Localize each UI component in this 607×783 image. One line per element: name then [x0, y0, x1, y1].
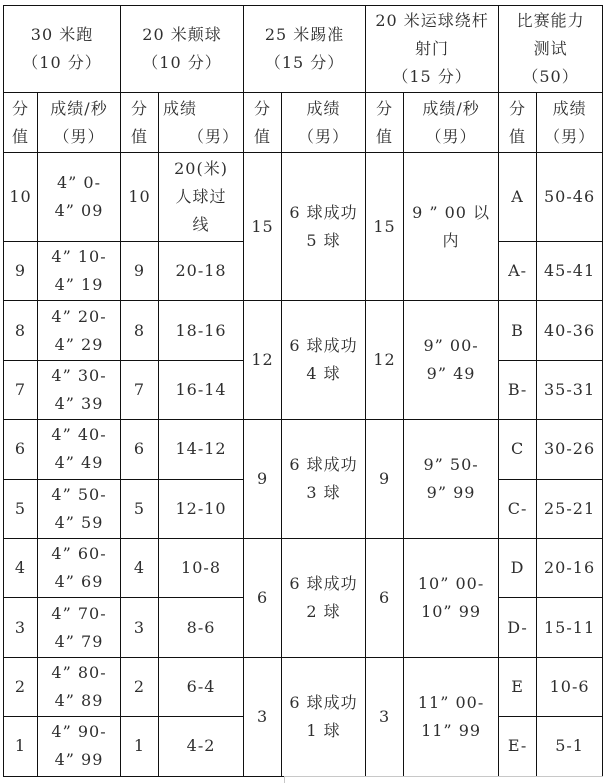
- match-result: 20-16: [537, 538, 603, 597]
- table-row: [4, 301, 603, 360]
- juggle-score: 7: [121, 360, 159, 419]
- match-grade: E-: [499, 717, 537, 776]
- juggle-result: 4-2: [159, 717, 244, 776]
- table-row: [4, 657, 603, 716]
- juggle-score: 1: [121, 717, 159, 776]
- subheader-score: 分 值: [366, 93, 404, 153]
- subheader-score: 分 值: [244, 93, 282, 153]
- run-result: 4” 50- 4” 59: [38, 479, 121, 538]
- juggle-score: 4: [121, 538, 159, 597]
- match-result: 40-36: [537, 301, 603, 360]
- scoring-standard-table: [3, 5, 603, 777]
- dribble-score: 15: [366, 153, 404, 301]
- juggle-result: 16-14: [159, 360, 244, 419]
- juggle-result: 6-4: [159, 657, 244, 716]
- match-grade: C-: [499, 479, 537, 538]
- run-result: 4” 70- 4” 79: [38, 598, 121, 657]
- run-score: 2: [4, 657, 38, 716]
- match-grade: B: [499, 301, 537, 360]
- juggle-score: 6: [121, 420, 159, 479]
- run-result: 4” 10- 4” 19: [38, 242, 121, 301]
- run-result: 4” 90- 4” 99: [38, 717, 121, 776]
- subheader-score: 分 值: [499, 93, 537, 153]
- kick-score: 15: [244, 153, 282, 301]
- run-result: 4” 0- 4” 09: [38, 153, 121, 242]
- juggle-result: 12-10: [159, 479, 244, 538]
- subheader-score: 分 值: [4, 93, 38, 153]
- dribble-score: 9: [366, 420, 404, 539]
- match-grade: E: [499, 657, 537, 716]
- juggle-score: 9: [121, 242, 159, 301]
- dribble-result: 11” 00- 11” 99: [404, 657, 499, 776]
- match-result: 50-46: [537, 153, 603, 242]
- dribble-score: 6: [366, 538, 404, 657]
- match-result: 15-11: [537, 598, 603, 657]
- match-grade: A: [499, 153, 537, 242]
- juggle-result: 18-16: [159, 301, 244, 360]
- header-juggle-20m: 20 米颠球 （10 分）: [121, 6, 244, 93]
- header-run-30m: 30 米跑 （10 分）: [4, 6, 121, 93]
- kick-score: 9: [244, 420, 282, 539]
- match-grade: C: [499, 420, 537, 479]
- juggle-result: 14-12: [159, 420, 244, 479]
- kick-score: 12: [244, 301, 282, 420]
- juggle-result: 8-6: [159, 598, 244, 657]
- match-result: 45-41: [537, 242, 603, 301]
- juggle-score: 8: [121, 301, 159, 360]
- table-row: [4, 538, 603, 597]
- kick-result: 6 球成功 4 球: [282, 301, 366, 420]
- header-match-ability: 比赛能力 测试 （50）: [499, 6, 603, 93]
- match-grade: D: [499, 538, 537, 597]
- match-grade: B-: [499, 360, 537, 419]
- match-result: 10-6: [537, 657, 603, 716]
- table-row: [4, 420, 603, 479]
- dribble-score: 3: [366, 657, 404, 776]
- dribble-score: 12: [366, 301, 404, 420]
- run-score: 3: [4, 598, 38, 657]
- match-result: 30-26: [537, 420, 603, 479]
- subheader-score: 分 值: [121, 93, 159, 153]
- subheader-juggle-result: 成绩 （男）: [159, 93, 244, 153]
- run-result: 4” 60- 4” 69: [38, 538, 121, 597]
- juggle-result: 20-18: [159, 242, 244, 301]
- subheader-match-result: 成绩 （男）: [537, 93, 603, 153]
- run-score: 8: [4, 301, 38, 360]
- match-result: 35-31: [537, 360, 603, 419]
- run-result: 4” 20- 4” 29: [38, 301, 121, 360]
- juggle-result: 10-8: [159, 538, 244, 597]
- kick-result: 6 球成功 3 球: [282, 420, 366, 539]
- run-result: 4” 80- 4” 89: [38, 657, 121, 716]
- kick-score: 3: [244, 657, 282, 776]
- run-score: 7: [4, 360, 38, 419]
- juggle-score: 5: [121, 479, 159, 538]
- match-result: 5-1: [537, 717, 603, 776]
- kick-score: 6: [244, 538, 282, 657]
- run-result: 4” 40- 4” 49: [38, 420, 121, 479]
- subheader-run-result: 成绩/秒 （男）: [38, 93, 121, 153]
- run-score: 6: [4, 420, 38, 479]
- juggle-score: 2: [121, 657, 159, 716]
- kick-result: 6 球成功 5 球: [282, 153, 366, 301]
- run-score: 1: [4, 717, 38, 776]
- kick-result: 6 球成功 2 球: [282, 538, 366, 657]
- header-row: [4, 6, 603, 93]
- run-score: 4: [4, 538, 38, 597]
- run-result: 4” 30- 4” 39: [38, 360, 121, 419]
- table-row: [4, 153, 603, 242]
- dribble-result: 10” 00- 10” 99: [404, 538, 499, 657]
- juggle-score: 3: [121, 598, 159, 657]
- match-grade: A-: [499, 242, 537, 301]
- run-score: 5: [4, 479, 38, 538]
- dribble-result: 9 ” 00 以 内: [404, 153, 499, 301]
- header-dribble-20m: 20 米运球绕杆 射门 （15 分）: [366, 6, 499, 93]
- subheader-row: [4, 93, 603, 153]
- dribble-result: 9” 50- 9” 99: [404, 420, 499, 539]
- subheader-dribble-result: 成绩/秒 （男）: [404, 93, 499, 153]
- run-score: 10: [4, 153, 38, 242]
- match-grade: D-: [499, 598, 537, 657]
- match-result: 25-21: [537, 479, 603, 538]
- dribble-result: 9” 00- 9” 49: [404, 301, 499, 420]
- subheader-kick-result: 成绩 （男）: [282, 93, 366, 153]
- header-kick-25m: 25 米踢准 （15 分）: [244, 6, 366, 93]
- kick-result: 6 球成功 1 球: [282, 657, 366, 776]
- juggle-score: 10: [121, 153, 159, 242]
- run-score: 9: [4, 242, 38, 301]
- juggle-result: 20(米) 人球过 线: [159, 153, 244, 242]
